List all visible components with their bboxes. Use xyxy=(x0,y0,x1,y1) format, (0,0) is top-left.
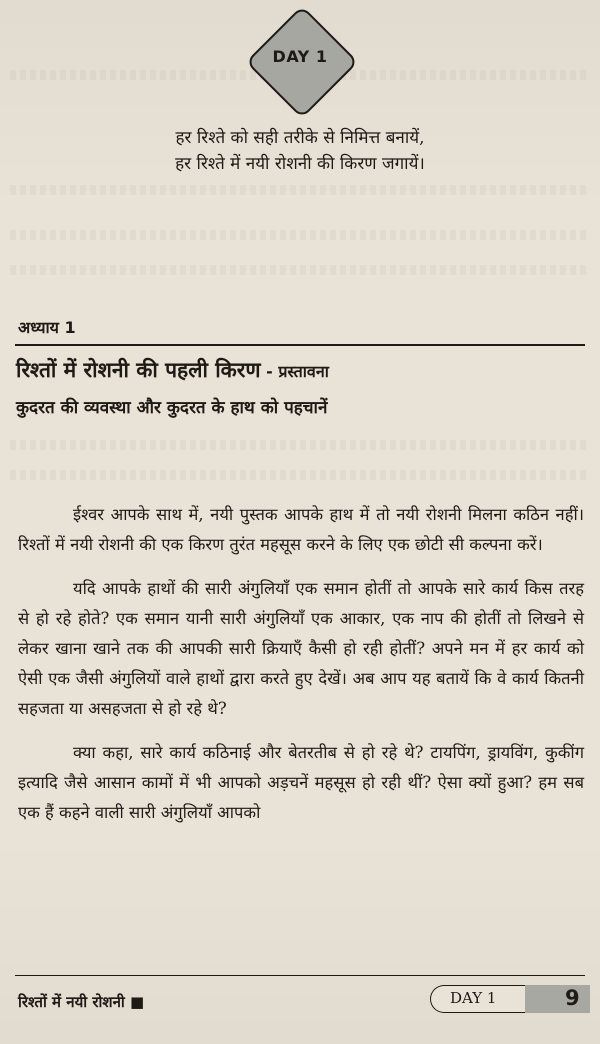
page-number: 9 xyxy=(565,986,580,1010)
chapter-title-suffix: - प्रस्तावना xyxy=(260,362,329,381)
chapter-label: अध्याय 1 xyxy=(18,318,76,337)
paragraph: यदि आपके हाथों की सारी अंगुलियाँ एक समान होतीं तो आपके सारे कार्य किस तरह से हो रहे होते? एक समान यानी सारी अंगुलियाँ एक आकार, एक नाप की होतीं तो लिखने से लेकर खाना खाने तक की आपकी सारी क्रियाएँ कैसी हो रही होतीं? अपने मन में हर कार्य को ऐसी एक जैसी अंगुलियों वाले हाथों द्वारा करते हुए देखें। अब आप यह बतायें कि वे कार्य कितनी सहजता या असहजता से हो रहे थे? xyxy=(18,579,584,718)
chapter-subtitle: कुदरत की व्यवस्था और कुदरत के हाथ को पहचानें xyxy=(16,398,328,418)
footer-tab-shade xyxy=(525,985,590,1013)
quote-line-1: हर रिश्ते को सही तरीके से निमित्त बनायें, xyxy=(175,128,425,148)
bleed-through-line xyxy=(10,265,590,275)
footer-divider xyxy=(15,975,585,976)
footer-day-tab xyxy=(430,985,590,1013)
quote-line-2: हर रिश्ते में नयी रोशनी की किरण जगायें। xyxy=(175,154,425,174)
chapter-divider xyxy=(15,344,585,346)
paragraph: क्या कहा, सारे कार्य कठिनाई और बेतरतीब से हो रहे थे? टायपिंग, ड्रायविंग, कुकींग इत्यादि जैसे आसान कामों में भी आपको अड़चनें महसूस हो रही थीं? ऐसा क्यों हुआ? हम सब एक हैं कहने वाली सारी अंगुलियाँ आपको xyxy=(18,743,584,822)
footer-day-label: DAY 1 xyxy=(450,989,497,1007)
chapter-title xyxy=(16,356,329,384)
bleed-through-line xyxy=(10,470,590,480)
bleed-through-line xyxy=(10,440,590,450)
chapter-title-main: रिश्तों में रोशनी की पहली किरण xyxy=(16,358,261,382)
bleed-through-line xyxy=(10,185,590,195)
bleed-through-line xyxy=(10,230,590,240)
footer-book-title: रिश्तों में नयी रोशनी ■ xyxy=(18,993,145,1011)
day-badge-label: DAY 1 xyxy=(272,47,328,66)
body-text xyxy=(18,500,584,828)
paragraph: ईश्वर आपके साथ में, नयी पुस्तक आपके हाथ में तो नयी रोशनी मिलना कठिन नहीं। रिश्तों में नयी रोशनी की एक किरण तुरंत महसूस करने के लिए एक छोटी सी कल्पना करें। xyxy=(18,505,584,554)
